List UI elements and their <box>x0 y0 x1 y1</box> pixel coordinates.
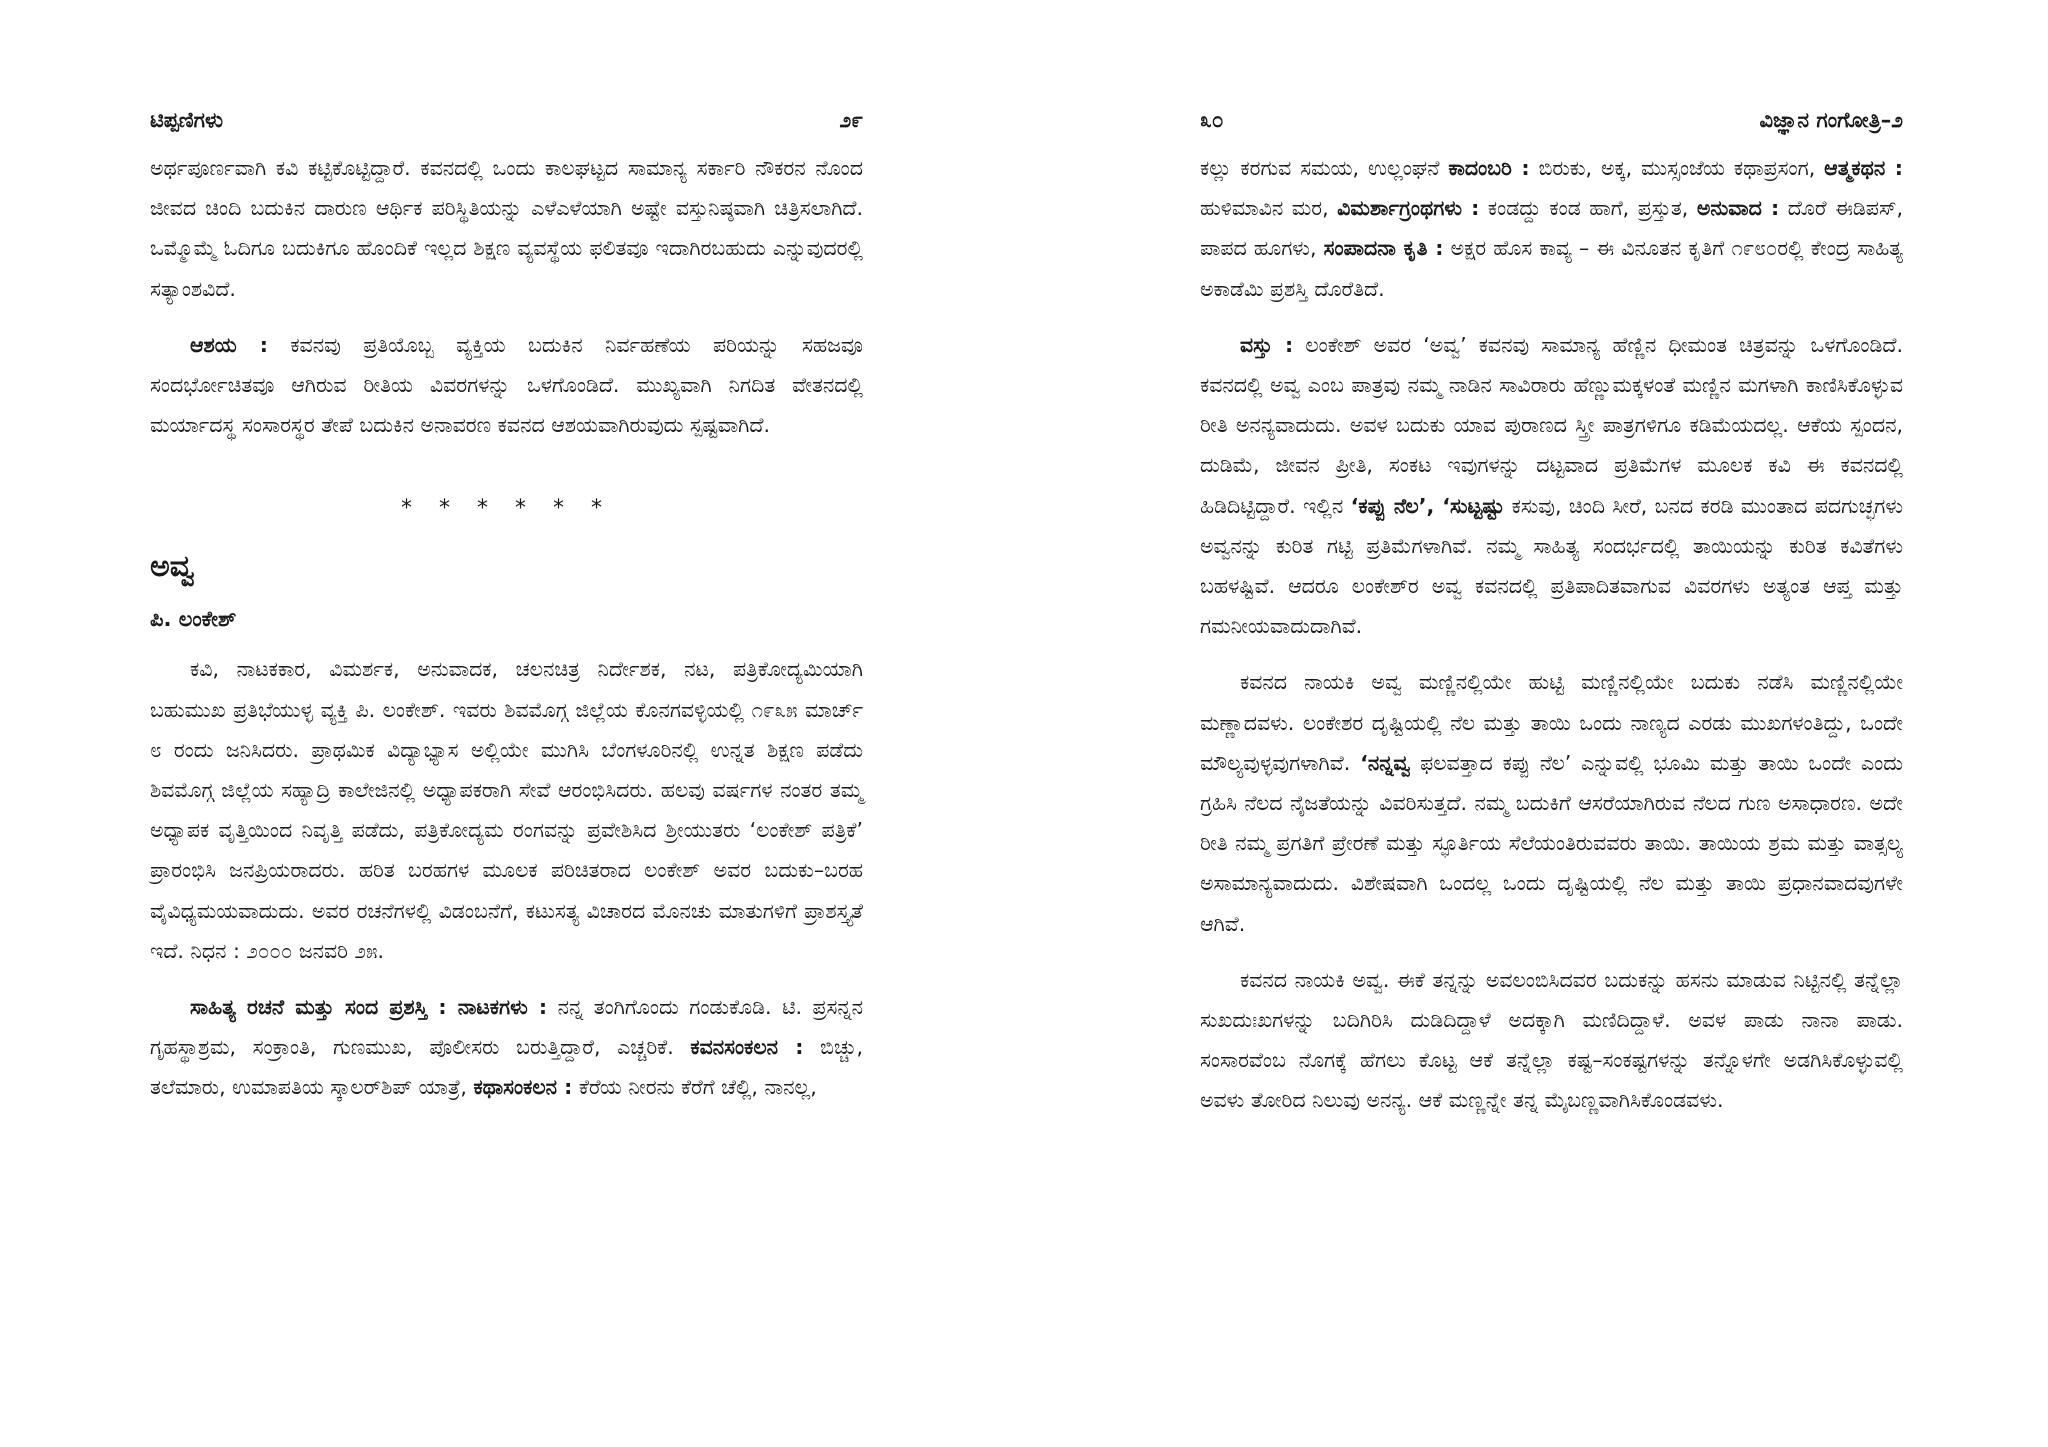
paragraph-text: ಕೆರೆಯ ನೀರನು ಕೆರೆಗೆ ಚೆಲ್ಲಿ, ನಾನಲ್ಲ, <box>572 1075 817 1100</box>
right-page <box>1200 0 1903 1447</box>
page-body <box>1200 148 1903 1137</box>
bold-phrase: ‘ನನ್ನವ್ವ <box>1360 750 1411 775</box>
paragraph-text: ಕವನವು ಪ್ರತಿಯೊಬ್ಬ ವ್ಯಕ್ತಿಯ ಬದುಕಿನ ನಿರ್ವಹಣೆಯ ಪರಿಯನ್ನು ಸಹಜವೂ ಸಂದರ್ಭೋಚಿತವೂ ಆಗಿರುವ ರೀತಿಯ ವಿವರಗಳನ್ನು ಒಳಗೊಂಡಿದೆ. ಮುಖ್ಯವಾಗಿ ನಿಗದಿತ ವೇತನದಲ್ಲಿ ಮರ್ಯಾದಸ್ಥ ಸಂಸಾರಸ್ಥರ ತೇಪೆ ಬದುಕಿನ ಅನಾವರಣ ಕವನದ ಆಶಯವಾಗಿರುವುದು ಸ್ಪಷ್ಟವಾಗಿದೆ. <box>150 332 863 438</box>
author-name: ಪಿ. ಲಂಕೇಶ್ <box>150 607 237 632</box>
page-number: ೩೦ <box>1200 108 1224 132</box>
paragraph-theme <box>150 325 863 446</box>
paragraph-subject <box>1200 325 1903 647</box>
paragraph-text: ಫಲವತ್ತಾದ ಕಪ್ಪು ನೆಲ’ ಎನ್ನುವಲ್ಲಿ ಭೂಮಿ ಮತ್ತು ತಾಯಿ ಒಂದೇ ಎಂದು ಗ್ರಹಿಸಿ ನೆಲದ ನೈಜತೆಯನ್ನು ವಿವರಿಸುತ್ತದೆ. ನಮ್ಮ ಬದುಕಿಗೆ ಆಸರೆಯಾಗಿರುವ ನೆಲದ ಗುಣ ಅಸಾಧಾರಣ. ಅದೇ ರೀತಿ ನಮ್ಮ ಪ್ರಗತಿಗೆ ಪ್ರೇರಣೆ ಮತ್ತು ಸ್ಫೂರ್ತಿಯ ಸೆಲೆಯಂತಿರುವವರು ತಾಯಿ. ತಾಯಿಯ ಶ್ರಮ ಮತ್ತು ವಾತ್ಸಲ್ಯ ಅಸಾಮಾನ್ಯವಾದುದು. ವಿಶೇಷವಾಗಿ ಒಂದಲ್ಲ ಒಂದು ದೃಷ್ಟಿಯಲ್ಲಿ ನೆಲ ಮತ್ತು ತಾಯಿ ಪ್ರಧಾನವಾದವುಗಳೇ ಆಗಿವೆ. <box>1200 750 1903 936</box>
paragraph: ಅರ್ಥಪೂರ್ಣವಾಗಿ ಕವಿ ಕಟ್ಟಿಕೊಟ್ಟಿದ್ದಾರೆ. ಕವನದಲ್ಲಿ ಒಂದು ಕಾಲಘಟ್ಟದ ಸಾಮಾನ್ಯ ಸರ್ಕಾರಿ ನೌಕರನ ನೊಂದ ಜೀವದ ಚಿಂದಿ ಬದುಕಿನ ದಾರುಣ ಆರ್ಥಿಕ ಪರಿಸ್ಥಿತಿಯನ್ನು ಎಳೆಎಳೆಯಾಗಿ ಅಷ್ಟೇ ವಸ್ತುನಿಷ್ಠವಾಗಿ ಚಿತ್ರಿಸಲಾಗಿದೆ. ಒಮ್ಮೊಮ್ಮೆ ಓದಿಗೂ ಬದುಕಿಗೂ ಹೊಂದಿಕೆ ಇಲ್ಲದ ಶಿಕ್ಷಣ ವ್ಯವಸ್ಥೆಯ ಫಲಿತವೂ ಇದಾಗಿರಬಹುದು ಎನ್ನುವುದರಲ್ಲಿ ಸತ್ಯಾಂಶವಿದೆ. <box>150 156 863 301</box>
label-poetry: ಕವನಸಂಕಲನ : <box>690 1035 804 1060</box>
label-theme: ಆಶಯ : <box>190 332 268 357</box>
paragraph-text: ದೊರೆ ಈಡಿಪಸ್, ಪಾಪದ ಹೂಗಳು, <box>1200 196 1903 261</box>
paragraph-text: ಬಿಚ್ಚು, ತಲೆಮಾರು, ಉಮಾಪತಿಯ ಸ್ಕಾಲರ್‌ಶಿಪ್ ಯಾತ್ರೆ, <box>150 1035 864 1100</box>
paragraph: ಕವನದ ನಾಯಕಿ ಅವ್ವ. ಈಕೆ ತನ್ನನ್ನು ಅವಲಂಬಿಸಿದವರ ಬದುಕನ್ನು ಹಸನು ಮಾಡುವ ನಿಟ್ಟಿನಲ್ಲಿ ತನ್ನೆಲ್ಲಾ ಸುಖದುಃಖಗಳನ್ನು ಬದಿಗಿರಿಸಿ ದುಡಿದಿದ್ದಾಳೆ ಅದಕ್ಕಾಗಿ ಮಣಿದಿದ್ದಾಳೆ. ಅವಳ ಪಾಡು ನಾನಾ ಪಾಡು. ಸಂಸಾರವೆಂಬ ನೊಗಕ್ಕೆ ಹೆಗಲು ಕೊಟ್ಟ ಆಕೆ ತನ್ನೆಲ್ಲಾ ಕಷ್ಟ–ಸಂಕಷ್ಟಗಳನ್ನು ತನ್ನೊಳಗೇ ಅಡಗಿಸಿಕೊಳ್ಳುವಲ್ಲಿ ಅವಳು ತೋರಿದ ನಿಲುವು ಅನನ್ಯ. ಆಕೆ ಮಣ್ಣನ್ನೇ ತನ್ನ ಮೈಬಣ್ಣವಾಗಿಸಿಕೊಂಡವಳು. <box>1200 967 1903 1113</box>
label-novel: ಕಾದಂಬರಿ : <box>1448 156 1530 180</box>
paragraph-text: ಕಸುವು, ಚಿಂದಿ ಸೀರೆ, ಬನದ ಕರಡಿ ಮುಂತಾದ ಪದಗುಚ್ಛಗಳು ಅವ್ವನನ್ನು ಕುರಿತ ಗಟ್ಟಿ ಪ್ರತಿಮೆಗಳಾಗಿವೆ. ನಮ್ಮ ಸಾಹಿತ್ಯ ಸಂದರ್ಭದಲ್ಲಿ ತಾಯಿಯನ್ನು ಕುರಿತ ಕವಿತೆಗಳು ಬಹಳಷ್ಟಿವೆ. ಆದರೂ ಲಂಕೇಶ್‌ರ ಅವ್ವ ಕವನದಲ್ಲಿ ಪ್ರತಿಪಾದಿತವಾಗುವ ವಿವರಗಳು ಅತ್ಯಂತ ಆಪ್ತ ಮತ್ತು ಗಮನೀಯವಾದುದಾಗಿವೆ. <box>1200 493 1904 639</box>
label-criticism: ವಿಮರ್ಶಾಗ್ರಂಥಗಳು : <box>1337 196 1480 221</box>
paragraph-works-continued <box>1200 148 1903 309</box>
paragraph-text: ಕವನದ ನಾಯಕಿ ಅವ್ವ ಮಣ್ಣಿನಲ್ಲಿಯೇ ಹುಟ್ಟಿ ಮಣ್ಣಿನಲ್ಲಿಯೇ ಬದುಕು ನಡೆಸಿ ಮಣ್ಣಿನಲ್ಲಿಯೇ ಮಣ್ಣಾದವಳು. ಲಂಕೇಶರ ದೃಷ್ಟಿಯಲ್ಲಿ ನೆಲ ಮತ್ತು ತಾಯಿ ಒಂದು ನಾಣ್ಯದ ಎರಡು ಮುಖಗಳಂತಿದ್ದು, ಒಂದೇ ಮೌಲ್ಯವುಳ್ಳವುಗಳಾಗಿವೆ. <box>1200 670 1903 775</box>
paragraph-works <box>150 987 863 1108</box>
running-header <box>150 104 863 136</box>
paragraph-text: ಲಂಕೇಶ್ ಅವರ ‘ಅವ್ವ’ ಕವನವು ಸಾಮಾನ್ಯ ಹೆಣ್ಣಿನ ಧೀಮಂತ ಚಿತ್ರವನ್ನು ಒಳಗೊಂಡಿದೆ. ಕವನದಲ್ಲಿ ಅವ್ವ ಎಂಬ ಪಾತ್ರವು ನಮ್ಮ ನಾಡಿನ ಸಾವಿರಾರು ಹೆಣ್ಣುಮಕ್ಕಳಂತೆ ಮಣ್ಣಿನ ಮಗಳಾಗಿ ಕಾಣಿಸಿಕೊಳ್ಳುವ ರೀತಿ ಅನನ್ಯವಾದುದು. ಅವಳ ಬದುಕು ಯಾವ ಪುರಾಣದ ಸ್ತ್ರೀ ಪಾತ್ರಗಳಿಗೂ ಕಡಿಮೆಯದಲ್ಲ. ಆಕೆಯ ಸ್ಪಂದನ, ದುಡಿಮೆ, ಜೀವನ ಪ್ರೀತಿ, ಸಂಕಟ ಇವುಗಳನ್ನು ದಟ್ಟವಾದ ಪ್ರತಿಮೆಗಳ ಮೂಲಕ ಕವಿ ಈ ಕವನದಲ್ಲಿ ಹಿಡಿದಿಟ್ಟಿದ್ದಾರೆ. ಇಲ್ಲಿನ <box>1200 332 1903 518</box>
paragraph-text: ನನ್ನ ತಂಗಿಗೊಂದು ಗಂಡುಕೊಡಿ. ಟಿ. ಪ್ರಸನ್ನನ ಗೃಹಸ್ಥಾಶ್ರಮ, ಸಂಕ್ರಾಂತಿ, ಗುಣಮುಖ, ಪೊಲೀಸರು ಬರುತ್ತಿದ್ದಾರೆ, ಎಚ್ಚರಿಕೆ. <box>150 995 863 1060</box>
label-stories: ಕಥಾಸಂಕಲನ : <box>473 1075 573 1100</box>
paragraph-text: ಬಿರುಕು, ಅಕ್ಕ, ಮುಸ್ಸಂಜೆಯ ಕಥಾಪ್ರಸಂಗ, <box>1529 156 1825 180</box>
running-header <box>1200 104 1903 136</box>
label-autobiography: ಆತ್ಮಕಥನ : <box>1824 156 1903 180</box>
section-separator: * * * * * * <box>401 496 612 522</box>
poem-title: ಅವ್ವ <box>150 549 195 585</box>
paragraph-text: ಕಲ್ಲು ಕರಗುವ ಸಮಯ, ಉಲ್ಲಂಘನೆ <box>1200 156 1449 180</box>
header-title: ವಿಜ್ಞಾನ ಗಂಗೋತ್ರಿ–೨ <box>1759 108 1903 132</box>
paragraph-text: ಹುಳಿಮಾವಿನ ಮರ, <box>1200 196 1338 221</box>
paragraph-text: ಕಂಡದ್ದು ಕಂಡ ಹಾಗೆ, ಪ್ರಸ್ತುತ, <box>1479 196 1697 221</box>
page-body <box>150 148 863 1124</box>
paragraph-text: ಅಕ್ಷರ ಹೊಸ ಕಾವ್ಯ – ಈ ವಿನೂತನ ಕೃತಿಗೆ ೧೯೮೦ರಲ್ಲಿ ಕೇಂದ್ರ ಸಾಹಿತ್ಯ ಅಕಾಡೆಮಿ ಪ್ರಶಸ್ತಿ ದೊರೆತಿದೆ. <box>1200 236 1903 301</box>
paragraph <box>1200 662 1903 943</box>
header-title: ಟಿಪ್ಪಣಿಗಳು <box>150 108 224 132</box>
label-subject: ವಸ್ತು : <box>1240 332 1294 357</box>
paragraph-biography: ಕವಿ, ನಾಟಕಕಾರ, ವಿಮರ್ಶಕ, ಅನುವಾದಕ, ಚಲನಚಿತ್ರ ನಿರ್ದೇಶಕ, ನಟ, ಪತ್ರಿಕೋದ್ಯಮಿಯಾಗಿ ಬಹುಮುಖ ಪ್ರತಿಭೆಯುಳ್ಳ ವ್ಯಕ್ತಿ ಪಿ. ಲಂಕೇಶ್. ಇವರು ಶಿವಮೊಗ್ಗ ಜಿಲ್ಲೆಯ ಕೊನಗವಳ್ಳಿಯಲ್ಲಿ ೧೯೩೫ ಮಾರ್ಚ್ ೮ ರಂದು ಜನಿಸಿದರು. ಪ್ರಾಥಮಿಕ ವಿದ್ಯಾಭ್ಯಾಸ ಅಲ್ಲಿಯೇ ಮುಗಿಸಿ ಬೆಂಗಳೂರಿನಲ್ಲಿ ಉನ್ನತ ಶಿಕ್ಷಣ ಪಡೆದು ಶಿವಮೊಗ್ಗ ಜಿಲ್ಲೆಯ ಸಹ್ಯಾದ್ರಿ ಕಾಲೇಜಿನಲ್ಲಿ ಅಧ್ಯಾಪಕರಾಗಿ ಸೇವೆ ಆರಂಭಿಸಿದರು. ಹಲವು ವರ್ಷಗಳ ನಂತರ ತಮ್ಮ ಅಧ್ಯಾಪಕ ವೃತ್ತಿಯಿಂದ ನಿವೃತ್ತಿ ಪಡೆದು, ಪತ್ರಿಕೋದ್ಯಮ ರಂಗವನ್ನು ಪ್ರವೇಶಿಸಿದ ಶ್ರೀಯುತರು ‘ಲಂಕೇಶ್ ಪತ್ರಿಕೆ’ ಪ್ರಾರಂಭಿಸಿ ಜನಪ್ರಿಯರಾದರು. ಹರಿತ ಬರಹಗಳ ಮೂಲಕ ಪರಿಚಿತರಾದ ಲಂಕೇಶ್ ಅವರ ಬದುಕು–ಬರಹ ವೈವಿಧ್ಯಮಯವಾದುದು. ಅವರ ರಚನೆಗಳಲ್ಲಿ ವಿಡಂಬನೆಗೆ, ಕಟುಸತ್ಯ ವಿಚಾರದ ಮೊನಚು ಮಾತುಗಳಿಗೆ ಪ್ರಾಶಸ್ತ್ಯತೆ ಇದೆ. ನಿಧನ : ೨೦೦೦ ಜನವರಿ ೨೫. <box>150 657 863 963</box>
bold-phrase: ‘ಕಪ್ಪು ನೆಲ’, ‘ಸುಟ್ಟಷ್ಟು <box>1350 493 1505 518</box>
page-number: ೨೯ <box>839 108 863 132</box>
label-edited-work: ಸಂಪಾದನಾ ಕೃತಿ : <box>1323 236 1444 261</box>
left-page <box>150 0 863 1447</box>
label-works: ಸಾಹಿತ್ಯ ರಚನೆ ಮತ್ತು ಸಂದ ಪ್ರಶಸ್ತಿ : ನಾಟಕಗಳು : <box>190 995 548 1020</box>
label-translation: ಅನುವಾದ : <box>1696 196 1780 221</box>
